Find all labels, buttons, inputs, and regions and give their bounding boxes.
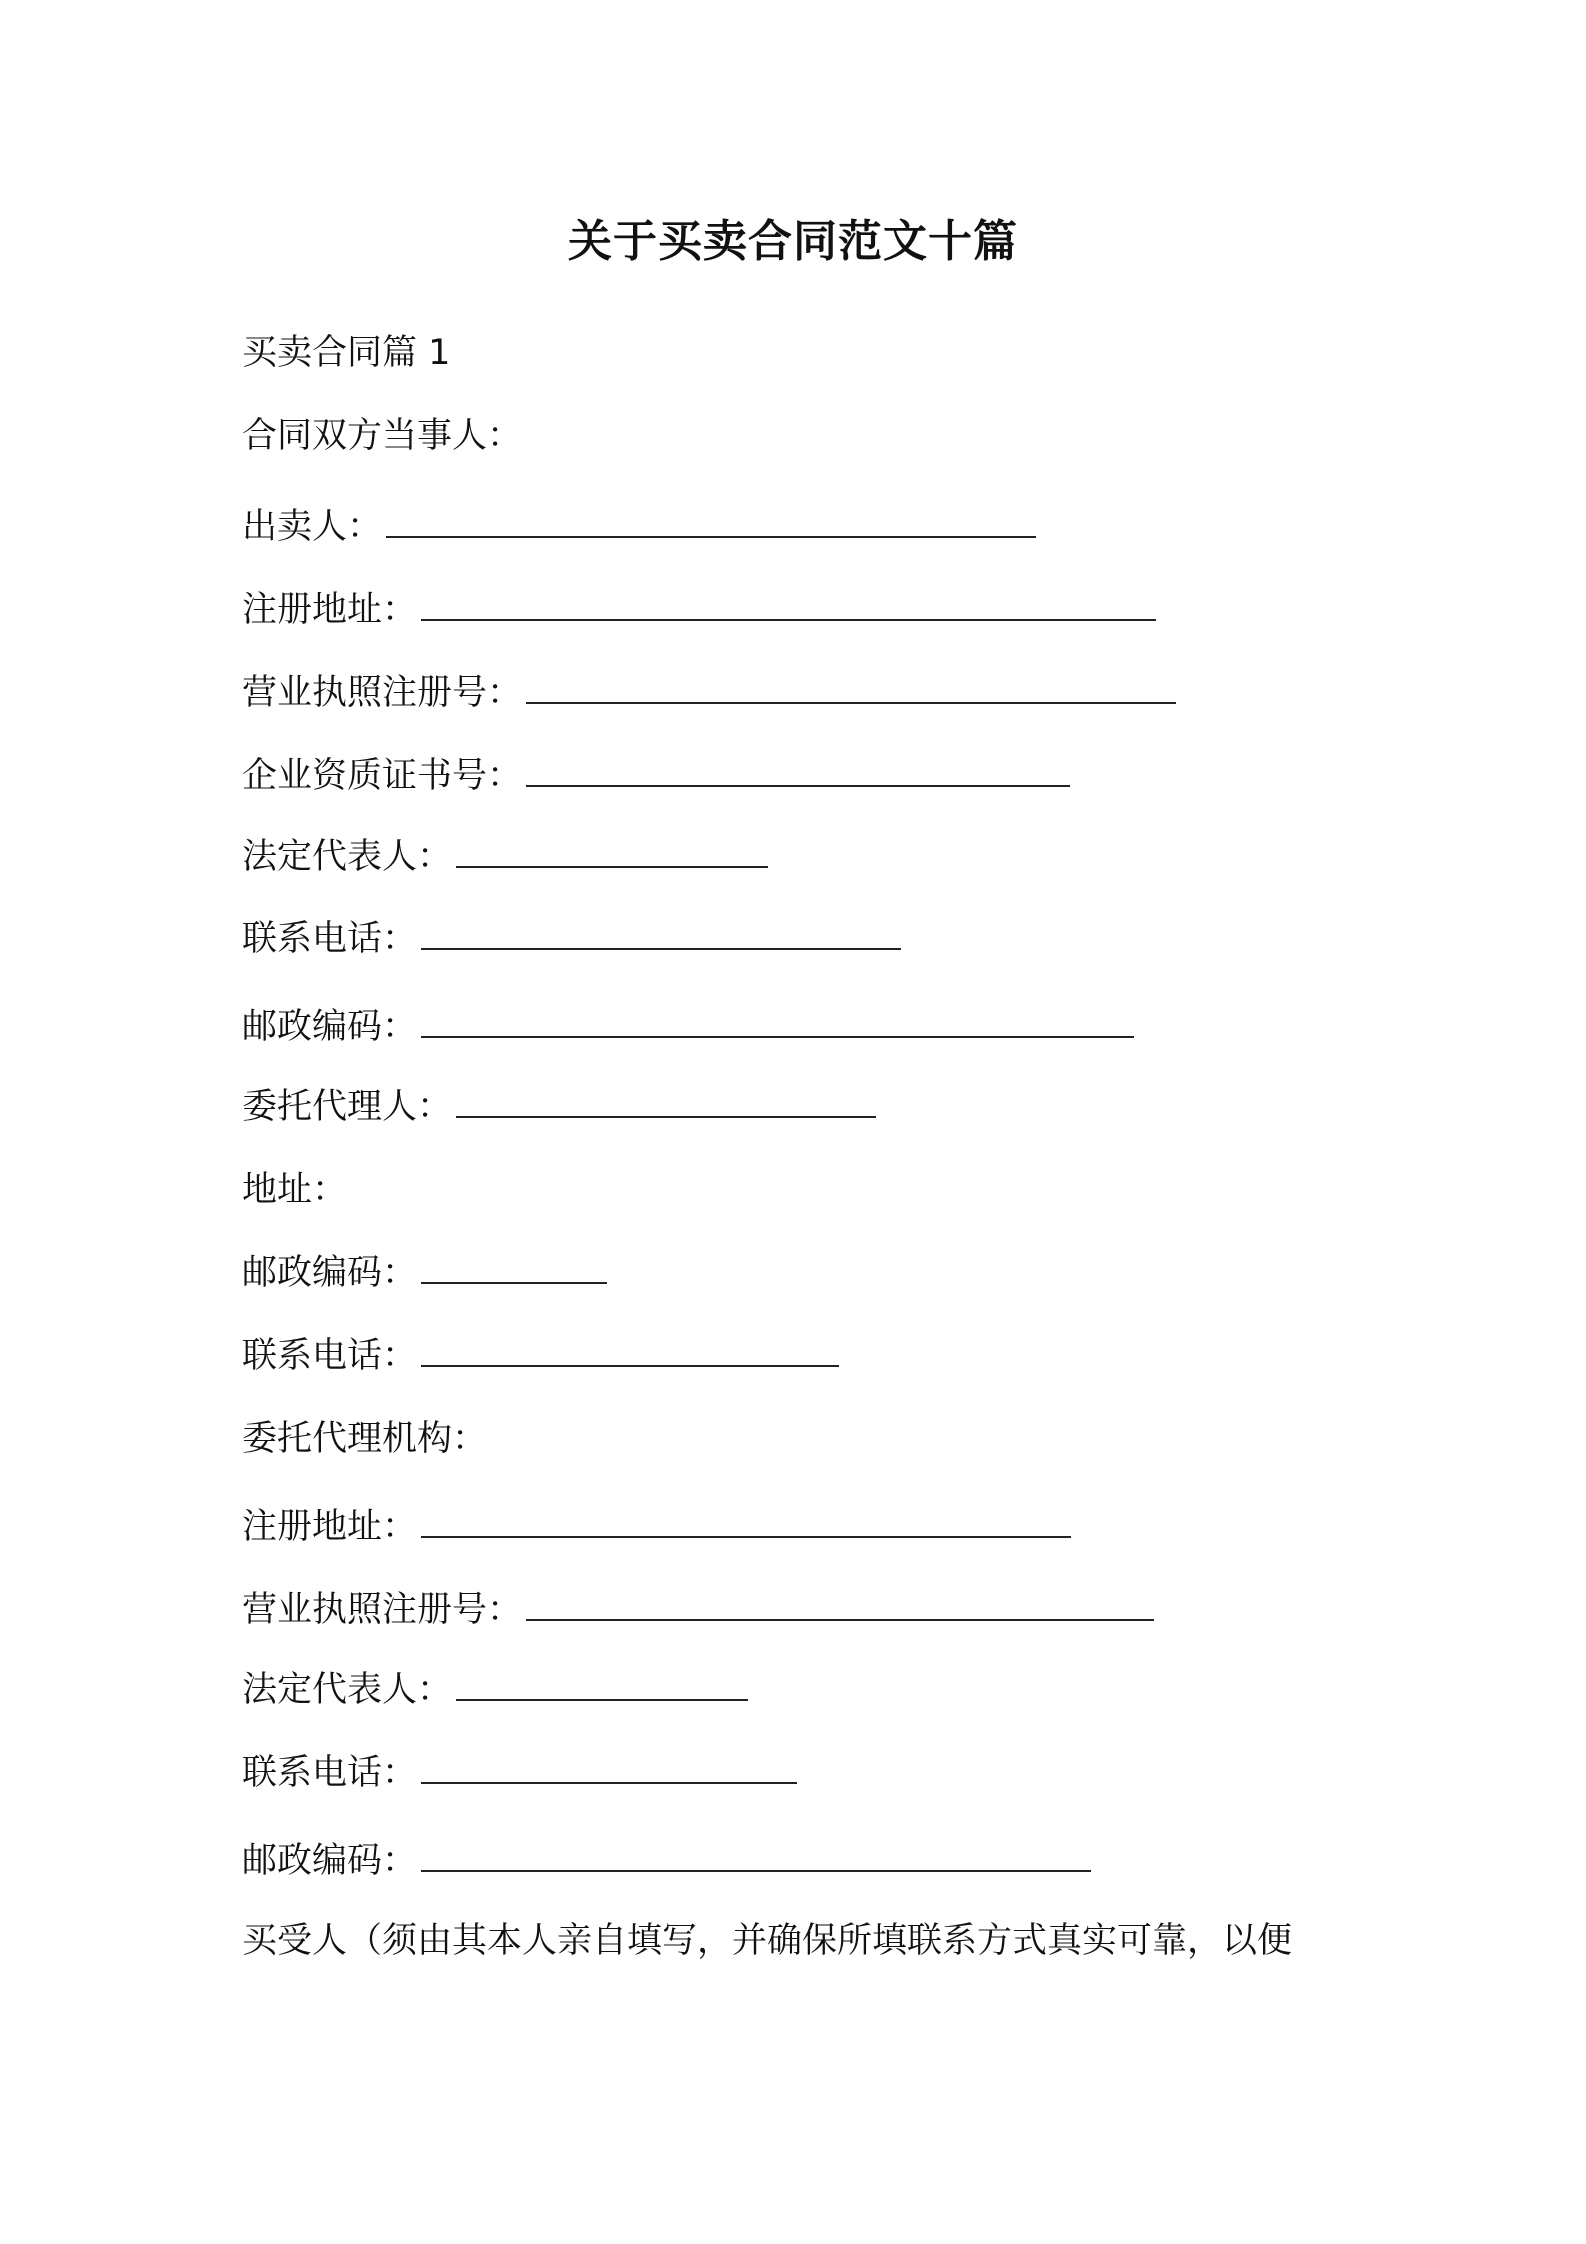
seller-qualification-blank[interactable] <box>526 757 1070 787</box>
seller-agent-label: 委托代理人： <box>242 1087 453 1127</box>
agency-reg-address-label: 注册地址： <box>242 1507 418 1547</box>
section-heading: 买卖合同篇 1 <box>242 333 451 373</box>
agency-phone-blank[interactable] <box>421 1754 797 1784</box>
buyer-note: 买受人（须由其本人亲自填写，并确保所填联系方式真实可靠，以便 <box>242 1921 1293 1961</box>
seller-agent-postcode-blank[interactable] <box>421 1254 607 1284</box>
agency-legal-rep-label: 法定代表人： <box>242 1670 453 1710</box>
seller-agent-blank[interactable] <box>456 1088 876 1118</box>
agency-legal-rep-blank[interactable] <box>456 1671 748 1701</box>
seller-reg-address-blank[interactable] <box>421 591 1156 621</box>
seller-row <box>242 502 1036 552</box>
agency-postcode-label: 邮政编码： <box>242 1841 418 1881</box>
document-title: 关于买卖合同范文十篇 <box>568 216 1018 267</box>
seller-agent-phone-blank[interactable] <box>421 1337 839 1367</box>
seller-agent-phone-label: 联系电话： <box>242 1336 418 1376</box>
seller-phone-blank[interactable] <box>421 920 901 950</box>
agency-postcode-blank[interactable] <box>421 1842 1091 1872</box>
seller-agent-postcode-row <box>242 1248 607 1298</box>
agency-license-label: 营业执照注册号： <box>242 1590 523 1630</box>
parties-heading: 合同双方当事人： <box>242 416 523 456</box>
agency-reg-address-row <box>242 1502 1071 1552</box>
agency-postcode-row <box>242 1836 1091 1886</box>
seller-address-label: 地址： <box>242 1170 348 1210</box>
seller-address-row <box>242 1165 347 1215</box>
seller-reg-address-label: 注册地址： <box>242 590 418 630</box>
seller-agent-phone-row <box>242 1331 839 1381</box>
seller-legal-rep-blank[interactable] <box>456 838 768 868</box>
seller-qualification-label: 企业资质证书号： <box>242 756 523 796</box>
seller-postcode-row <box>242 1002 1134 1052</box>
seller-qualification-row <box>242 751 1070 801</box>
seller-reg-address-row <box>242 585 1156 635</box>
seller-postcode-blank[interactable] <box>421 1008 1134 1038</box>
agency-phone-row <box>242 1748 797 1798</box>
seller-legal-rep-label: 法定代表人： <box>242 837 453 877</box>
seller-agent-row <box>242 1082 876 1132</box>
agency-license-blank[interactable] <box>526 1591 1154 1621</box>
seller-blank[interactable] <box>386 508 1036 538</box>
agency-reg-address-blank[interactable] <box>421 1508 1071 1538</box>
seller-license-blank[interactable] <box>526 674 1176 704</box>
agency-legal-rep-row <box>242 1665 748 1715</box>
seller-legal-rep-row <box>242 832 768 882</box>
seller-license-row <box>242 668 1176 718</box>
agency-license-row <box>242 1585 1154 1635</box>
seller-agent-postcode-label: 邮政编码： <box>242 1253 418 1293</box>
seller-label: 出卖人： <box>242 507 383 547</box>
seller-license-label: 营业执照注册号： <box>242 673 523 713</box>
agency-heading: 委托代理机构： <box>242 1419 488 1459</box>
seller-phone-row <box>242 914 901 964</box>
seller-postcode-label: 邮政编码： <box>242 1007 418 1047</box>
seller-phone-label: 联系电话： <box>242 919 418 959</box>
agency-phone-label: 联系电话： <box>242 1753 418 1793</box>
